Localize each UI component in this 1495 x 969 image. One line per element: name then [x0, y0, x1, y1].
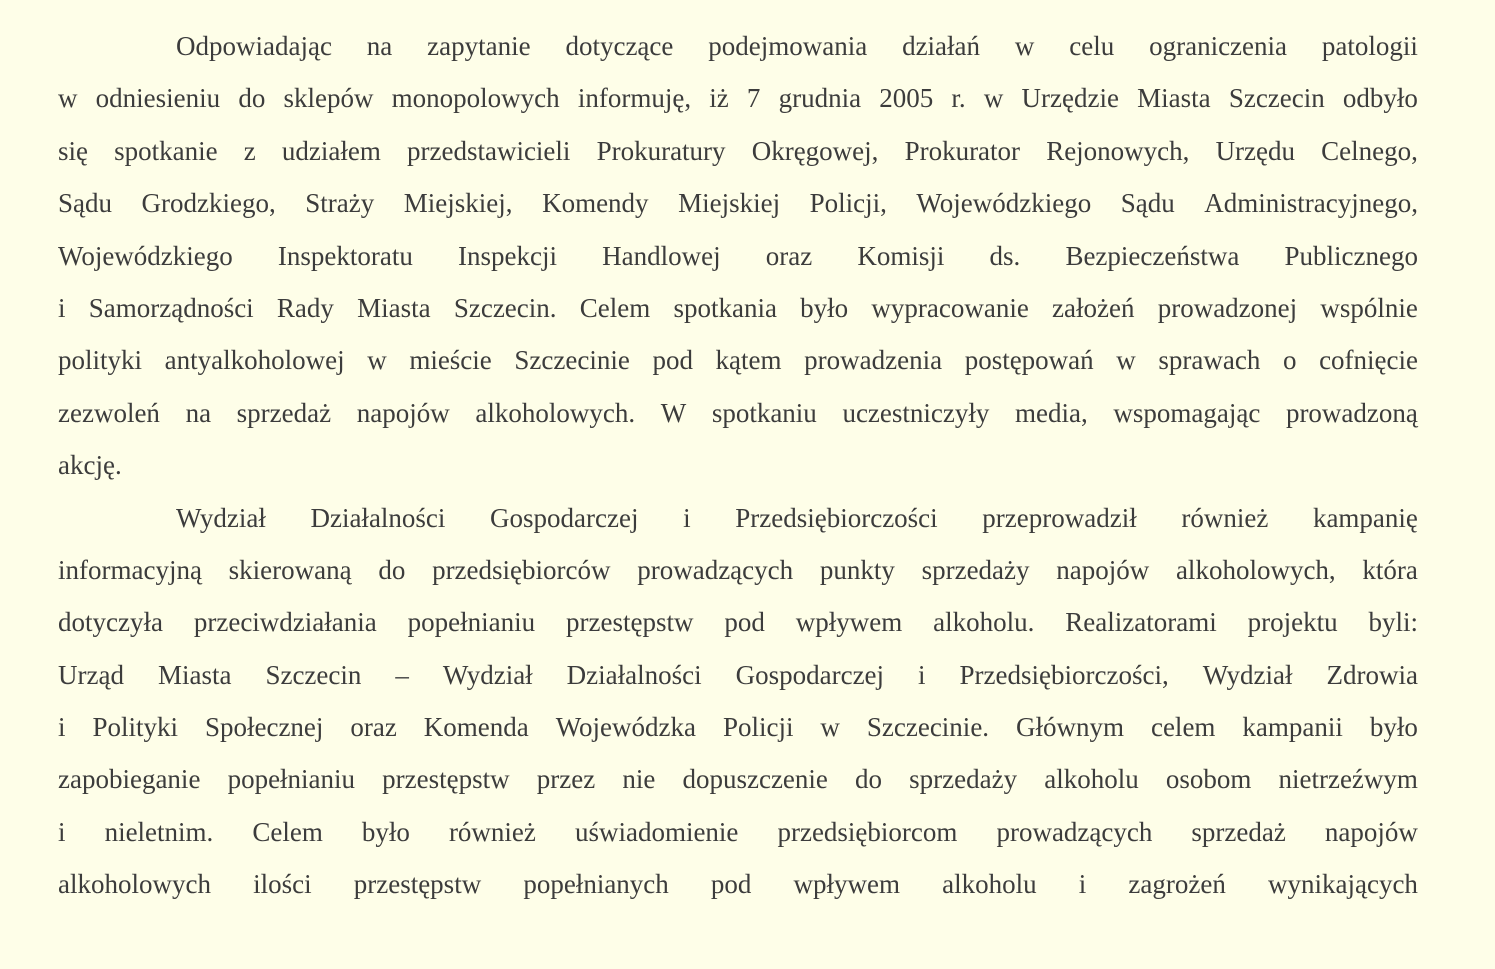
paragraph-2	[58, 492, 1418, 911]
paragraph-1	[58, 20, 1418, 492]
text-line: i Polityki Społecznej oraz Komenda Wojewódzka Policji w Szczecinie. Głównym celem kampanii było	[58, 712, 1418, 743]
text-line: się spotkanie z udziałem przedstawicieli Prokuratury Okręgowej, Prokurator Rejonowych, Urzędu Celnego,	[58, 135, 1418, 166]
text-line: Wojewódzkiego Inspektoratu Inspekcji Handlowej oraz Komisji ds. Bezpieczeństwa Publicznego	[58, 240, 1418, 271]
text-line: i Samorządności Rady Miasta Szczecin. Celem spotkania było wypracowanie założeń prowadzonej wspólnie	[58, 292, 1418, 323]
text-line: Urząd Miasta Szczecin – Wydział Działalności Gospodarczej i Przedsiębiorczości, Wydział Zdrowia	[58, 659, 1418, 690]
text-line: zezwoleń na sprzedaż napojów alkoholowych. W spotkaniu uczestniczyły media, wspomagając prowadzoną	[58, 397, 1418, 428]
text-line: Odpowiadając na zapytanie dotyczące podejmowania działań w celu ograniczenia patologii	[176, 31, 1418, 61]
text-line: zapobieganie popełnianiu przestępstw przez nie dopuszczenie do sprzedaży alkoholu osobom nietrzeźwym	[58, 764, 1418, 795]
text-line: dotyczyła przeciwdziałania popełnianiu przestępstw pod wpływem alkoholu. Realizatorami projektu byli:	[58, 607, 1418, 638]
text-line: alkoholowych ilości przestępstw popełnianych pod wpływem alkoholu i zagrożeń wynikających	[58, 869, 1418, 900]
text-line: akcję.	[58, 450, 122, 481]
text-line: i nieletnim. Celem było również uświadomienie przedsiębiorcom prowadzących sprzedaż napojów	[58, 816, 1418, 847]
document-body	[58, 20, 1418, 911]
text-line: polityki antyalkoholowej w mieście Szczecinie pod kątem prowadzenia postępowań w sprawach o cofnięcie	[58, 345, 1418, 376]
text-line: Wydział Działalności Gospodarczej i Przedsiębiorczości przeprowadził również kampanię	[176, 502, 1418, 533]
text-line: Sądu Grodzkiego, Straży Miejskiej, Komendy Miejskiej Policji, Wojewódzkiego Sądu Administracyjnego,	[58, 188, 1418, 219]
text-line: w odniesieniu do sklepów monopolowych informuję, iż 7 grudnia 2005 r. w Urzędzie Miasta Szczecin odbyło	[58, 83, 1418, 114]
text-line: informacyjną skierowaną do przedsiębiorców prowadzących punkty sprzedaży napojów alkoholowych, która	[58, 554, 1418, 585]
